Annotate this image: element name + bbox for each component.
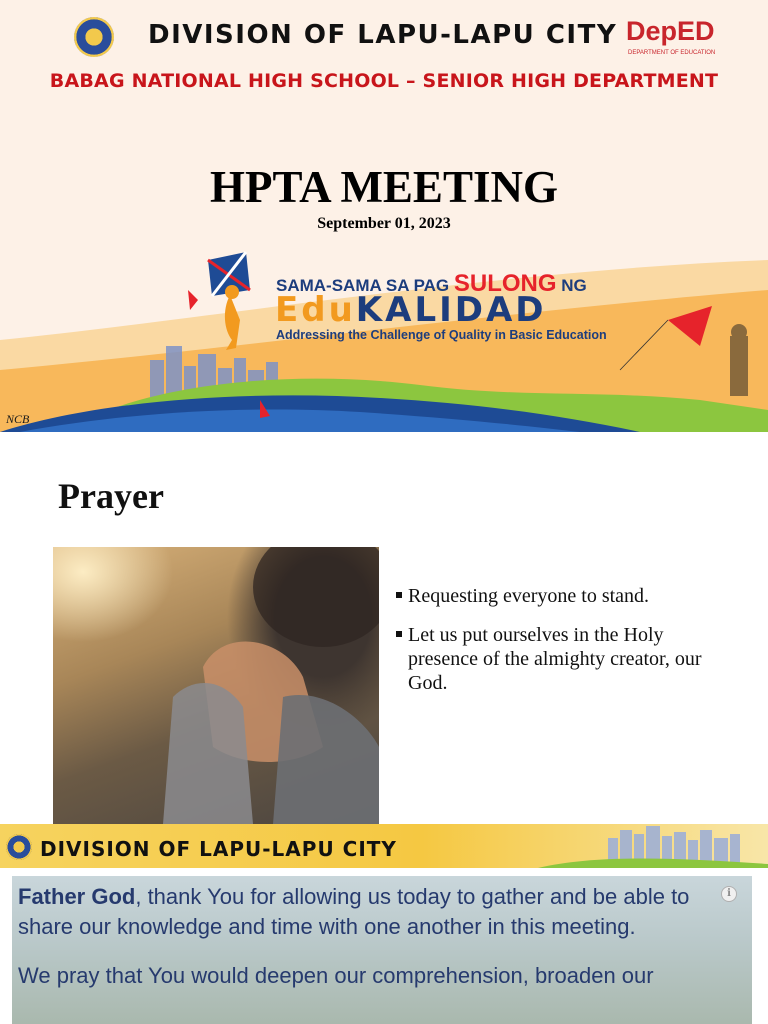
prayer-bullets xyxy=(396,584,736,710)
prayer-sentence: , thank You for allowing us today to gather and be able to share our knowledge and time with one another in this meeting. xyxy=(18,884,690,939)
praying-hands-photo xyxy=(53,547,379,824)
prayer-address: Father God xyxy=(18,884,136,909)
tagline-subtitle: Addressing the Challenge of Quality in Basic Education xyxy=(276,328,607,342)
edukalidad-wordmark xyxy=(275,290,547,330)
prayer-text-panel xyxy=(12,876,752,1024)
credit-initials: NCB xyxy=(6,412,30,426)
meeting-date: September 01, 2023 xyxy=(317,215,451,232)
school-name: BABAG NATIONAL HIGH SCHOOL – SENIOR HIGH DEPARTMENT xyxy=(49,70,719,92)
meeting-title: HPTA MEETING xyxy=(210,162,558,212)
division-title: DIVISION OF LAPU-LAPU CITY xyxy=(40,837,397,861)
prayer-slide xyxy=(0,432,768,824)
deped-logo-subtext: DEPARTMENT OF EDUCATION xyxy=(628,50,716,56)
prayer-paragraph: We pray that You would deepen our comprehension, broaden our xyxy=(18,963,654,988)
division-title: DIVISION OF LAPU-LAPU CITY xyxy=(148,20,618,50)
bullet-item: Let us put ourselves in the Holy presence of the almighty creator, our God. xyxy=(396,623,736,695)
wordmark-kalidad: KALIDAD xyxy=(355,290,547,330)
bullet-item: Requesting everyone to stand. xyxy=(396,584,736,608)
wordmark-edu: Edu xyxy=(275,290,356,330)
title-slide xyxy=(0,0,768,432)
division-seal-icon xyxy=(6,834,32,860)
prayer-text xyxy=(18,882,734,1010)
slide-header xyxy=(0,0,768,70)
prayer-heading: Prayer xyxy=(58,476,164,516)
slide-header xyxy=(0,824,768,868)
header-skyline-illustration xyxy=(538,824,768,868)
info-icon[interactable]: i xyxy=(721,886,737,902)
tagline-prefix: SAMA-SAMA SA PAG xyxy=(276,276,454,295)
deped-logo-text: DepED xyxy=(626,16,715,46)
tagline-suffix: NG xyxy=(556,276,587,295)
prayer-text-slide xyxy=(0,824,768,1024)
prayer-paragraph xyxy=(18,882,734,942)
deped-logo xyxy=(626,16,722,62)
tagline-sulong: SULONG xyxy=(453,270,557,297)
division-seal-icon xyxy=(74,17,114,57)
praying-figure-illustration xyxy=(53,547,379,824)
